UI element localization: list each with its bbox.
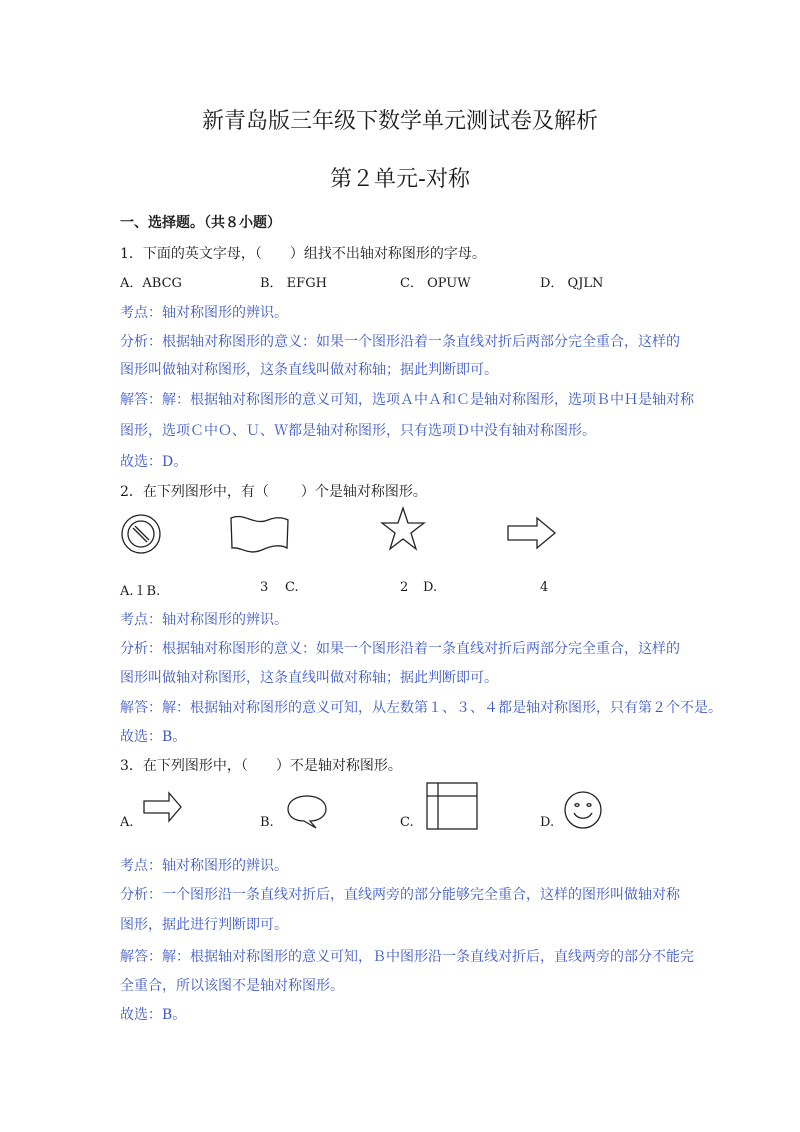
q3-answer: 故选：B。 xyxy=(120,1007,187,1023)
section-heading: 一、选择题。（共８小题） xyxy=(120,215,281,231)
star-figure xyxy=(380,506,426,552)
q1-jieda-line2: 图形，选项Ｃ中Ｏ、Ｕ、Ｗ都是轴对称图形，只有选项Ｄ中没有轴对称图形。 xyxy=(120,423,596,439)
q2-option-a: A.１B. xyxy=(120,584,161,599)
q2-fenxi-line1: 分析：根据轴对称图形的意义：如果一个图形沿着一条直线对折后两部分完全重合，这样的 xyxy=(120,641,680,657)
window-frame-figure xyxy=(426,782,478,830)
q1-fenxi-line2: 图形叫做轴对称图形，这条直线叫做对称轴；据此判断即可。 xyxy=(120,362,498,378)
speech-bubble-figure xyxy=(286,794,328,830)
q1-fenxi-line1: 分析：根据轴对称图形的意义：如果一个图形沿着一条直线对折后两部分完全重合，这样的 xyxy=(120,334,680,350)
arrow-figure-a xyxy=(143,792,183,824)
q1-kaodian: 考点：轴对称图形的辨识。 xyxy=(120,305,288,321)
question-2-stem xyxy=(120,481,427,501)
q2-fenxi-line2: 图形叫做轴对称图形，这条直线叫做对称轴；据此判断即可。 xyxy=(120,670,498,686)
q2-answer: 故选：B。 xyxy=(120,729,187,745)
waving-flag-figure xyxy=(230,514,290,554)
question-1-stem: 1．下面的英文字母，（ ）组找不出轴对称图形的字母。 xyxy=(120,246,486,262)
q3-option-d: D. xyxy=(540,815,555,830)
smiley-face-figure xyxy=(563,790,603,830)
q2-jieda: 解答：解：根据轴对称图形的意义可知，从左数第１、３、４都是轴对称图形，只有第２个不是。 xyxy=(120,700,722,716)
document-subtitle: 第２单元-对称 xyxy=(330,167,470,192)
q2-option-a-value: 3 xyxy=(260,580,269,595)
q2-stem-suffix: ）个是轴对称图形。 xyxy=(300,484,427,500)
q3-fenxi-line2: 图形，据此进行判断即可。 xyxy=(120,917,288,933)
q1-option-d: D． QJLN xyxy=(540,276,604,291)
q3-kaodian: 考点：轴对称图形的辨识。 xyxy=(120,858,288,874)
q2-stem-prefix: 2．在下列图形中，有（ xyxy=(120,484,269,500)
document-title: 新青岛版三年级下数学单元测试卷及解析 xyxy=(201,109,598,134)
q1-answer: 故选：D。 xyxy=(120,454,188,470)
q2-option-d: D. xyxy=(423,580,438,595)
q1-jieda-line1: 解答：解：根据轴对称图形的意义可知，选项Ａ中Ａ和Ｃ是轴对称图形，选项Ｂ中Ｈ是轴对称 xyxy=(120,392,694,408)
q3-fenxi-line1: 分析：一个图形沿一条直线对折后，直线两旁的部分能够完全重合，这样的图形叫做轴对称 xyxy=(120,887,680,903)
q2-option-c-value: 2 xyxy=(400,580,409,595)
q3-option-a: A. xyxy=(120,815,134,830)
q2-option-c: C. xyxy=(285,580,299,595)
q1-option-b: B． EFGH xyxy=(260,276,327,291)
arrow-figure xyxy=(507,517,557,549)
q1-option-c: C． OPUW xyxy=(400,276,471,291)
q3-option-b: B. xyxy=(260,815,274,830)
q2-option-d-value: 4 xyxy=(540,580,549,595)
q3-option-c: C. xyxy=(400,815,414,830)
q2-kaodian: 考点：轴对称图形的辨识。 xyxy=(120,612,288,628)
q1-option-a: A．ABCG xyxy=(120,276,182,291)
no-entry-sign-figure xyxy=(121,514,161,554)
question-3-stem: 3．在下列图形中，（ ）不是轴对称图形。 xyxy=(120,758,402,774)
q3-jieda-line2: 全重合，所以该图不是轴对称图形。 xyxy=(120,978,344,994)
q3-jieda-line1: 解答：解：根据轴对称图形的意义可知，Ｂ中图形沿一条直线对折后，直线两旁的部分不能完 xyxy=(120,949,694,965)
